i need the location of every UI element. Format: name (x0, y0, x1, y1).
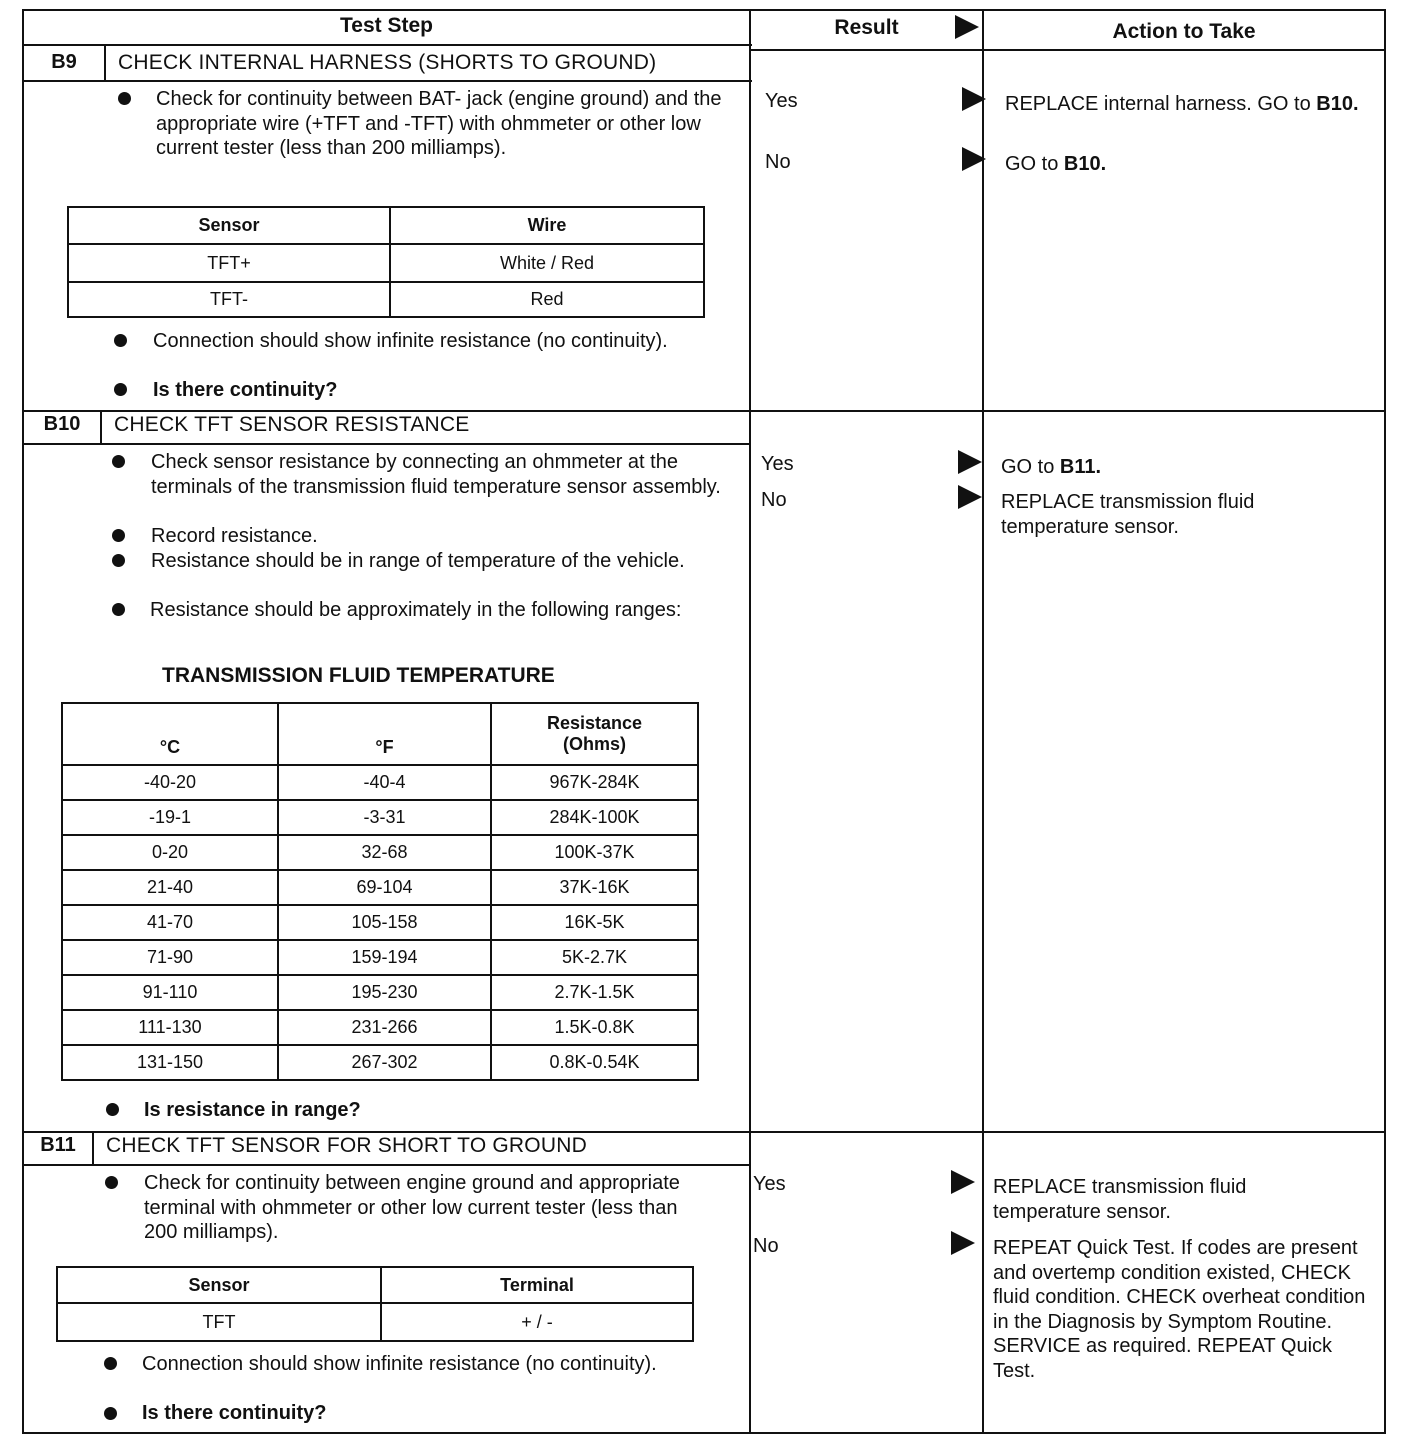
table-cell: 284K-100K (491, 800, 698, 835)
action-text (1005, 152, 1375, 177)
step-question: Is there continuity? (142, 1402, 327, 1424)
table-cell: TFT+ (68, 244, 390, 282)
result-no-label: No (761, 489, 787, 511)
table-cell: 0-20 (62, 835, 278, 870)
bullet-icon (112, 455, 125, 468)
instruction-text: Connection should show infinite resistance (no continuity). (142, 1353, 657, 1375)
table-cell: TFT (57, 1303, 381, 1341)
table-cell: + / - (381, 1303, 693, 1341)
table-header-cell: °F (278, 703, 491, 765)
step-question: Is resistance in range? (144, 1099, 361, 1121)
table-cell: -40-20 (62, 765, 278, 800)
divider-result-column (749, 9, 751, 1434)
step-title-rule (22, 443, 750, 445)
step-title: CHECK TFT SENSOR FOR SHORT TO GROUND (106, 1134, 587, 1157)
action-step-ref: B10. (1316, 93, 1359, 115)
table-cell: White / Red (390, 244, 704, 282)
result-no-label: No (753, 1235, 779, 1257)
table-cell: 21-40 (62, 870, 278, 905)
table-cell: 32-68 (278, 835, 491, 870)
table-cell: 131-150 (62, 1045, 278, 1080)
table-cell: 195-230 (278, 975, 491, 1010)
result-no-label: No (765, 151, 791, 173)
sensor-terminal-table (56, 1266, 694, 1342)
table-cell: 41-70 (62, 905, 278, 940)
bullet-icon (114, 383, 127, 396)
table-cell: 267-302 (278, 1045, 491, 1080)
action-text-part: GO to (1001, 456, 1060, 478)
bullet-icon (112, 529, 125, 542)
step-id: B9 (51, 51, 77, 73)
result-arrow-icon (962, 87, 986, 111)
table-header-cell: Sensor (68, 207, 390, 244)
instruction-text: Check for continuity between engine ground and appropriate terminal with ohmmeter or other low current tester (less than 200 milliamps). (144, 1172, 680, 1243)
action-text (1005, 92, 1375, 117)
table-cell: -19-1 (62, 800, 278, 835)
bullet-icon (106, 1103, 119, 1116)
step-title: CHECK INTERNAL HARNESS (SHORTS TO GROUND) (118, 51, 657, 74)
divider-action-column (982, 9, 984, 1434)
table-cell: 159-194 (278, 940, 491, 975)
bullet-icon (112, 554, 125, 567)
action-text-part: REPLACE internal harness. GO to (1005, 93, 1317, 115)
header-bottom-rule (22, 44, 752, 46)
step-question: Is there continuity? (153, 379, 338, 401)
table-cell: 105-158 (278, 905, 491, 940)
instruction-text: Resistance should be approximately in the following ranges: (150, 599, 682, 621)
table-cell: 16K-5K (491, 905, 698, 940)
table-cell: Red (390, 282, 704, 317)
step-title-rule (22, 80, 752, 82)
table-cell: 2.7K-1.5K (491, 975, 698, 1010)
step-id-divider (104, 44, 106, 81)
header-arrow-icon (955, 15, 979, 39)
action-text: REPLACE transmission fluid temperature sensor. (993, 1176, 1247, 1223)
instruction-text: Check for continuity between BAT- jack (engine ground) and the appropriate wire (+TFT and -TFT) with ohmmeter or other low current tester (less than 200 milliamps). (156, 88, 722, 159)
table-cell: 69-104 (278, 870, 491, 905)
table-cell: TFT- (68, 282, 390, 317)
bullet-icon (114, 334, 127, 347)
instruction-text: Check sensor resistance by connecting an ohmmeter at the terminals of the transmission fluid temperature sensor assembly. (151, 451, 721, 498)
result-yes-label: Yes (753, 1173, 786, 1195)
table-cell: -3-31 (278, 800, 491, 835)
table-cell: -40-4 (278, 765, 491, 800)
instruction-text: Record resistance. (151, 525, 318, 547)
table-cell: 231-266 (278, 1010, 491, 1045)
section-divider (22, 410, 1386, 412)
instruction-text: Resistance should be in range of temperature of the vehicle. (151, 550, 685, 572)
table-cell: 91-110 (62, 975, 278, 1010)
table-header-cell: Resistance (Ohms) (491, 703, 698, 765)
step-title-rule (22, 1164, 750, 1166)
result-arrow-icon (958, 450, 982, 474)
action-text-part: GO to (1005, 153, 1064, 175)
table-cell: 967K-284K (491, 765, 698, 800)
action-text: REPEAT Quick Test. If codes are present and overtemp condition existed, CHECK fluid condition. CHECK overheat condition in the Diagnosis by Symptom Routine. SERVICE as required. REPEAT Quick Test. (993, 1237, 1366, 1382)
result-yes-label: Yes (765, 90, 798, 112)
step-id-divider (100, 410, 102, 444)
header-bottom-rule-right (751, 49, 1386, 51)
step-title: CHECK TFT SENSOR RESISTANCE (114, 413, 470, 436)
table-cell: 100K-37K (491, 835, 698, 870)
bullet-icon (118, 92, 131, 105)
action-step-ref: B11. (1059, 456, 1102, 478)
bullet-icon (104, 1407, 117, 1420)
bullet-icon (112, 603, 125, 616)
step-id: B11 (40, 1134, 76, 1156)
action-text: REPLACE transmission fluid temperature sensor. (1001, 491, 1255, 538)
result-arrow-icon (951, 1170, 975, 1194)
instruction-text: Connection should show infinite resistance (no continuity). (153, 330, 668, 352)
table-cell: 71-90 (62, 940, 278, 975)
header-test-step: Test Step (340, 14, 433, 37)
table-cell: 111-130 (62, 1010, 278, 1045)
result-arrow-icon (962, 147, 986, 171)
table-cell: 1.5K-0.8K (491, 1010, 698, 1045)
header-action: Action to Take (1112, 20, 1256, 43)
bullet-icon (104, 1357, 117, 1370)
header-result: Result (834, 16, 899, 39)
resistance-table (61, 702, 699, 1081)
table-cell: 5K-2.7K (491, 940, 698, 975)
table-cell: 37K-16K (491, 870, 698, 905)
table-header-cell: °C (62, 703, 278, 765)
table-header-cell: Terminal (381, 1267, 693, 1303)
result-arrow-icon (958, 485, 982, 509)
table-cell: 0.8K-0.54K (491, 1045, 698, 1080)
step-id-divider (92, 1131, 94, 1165)
section-divider (22, 1131, 1386, 1133)
result-yes-label: Yes (761, 453, 794, 475)
result-arrow-icon (951, 1231, 975, 1255)
table-header-cell: Wire (390, 207, 704, 244)
bullet-icon (105, 1176, 118, 1189)
step-id: B10 (43, 413, 81, 435)
table-title: TRANSMISSION FLUID TEMPERATURE (162, 664, 555, 687)
table-header-cell: Sensor (57, 1267, 381, 1303)
action-text (1001, 455, 1371, 480)
action-step-ref: B10. (1063, 153, 1107, 175)
sensor-wire-table (67, 206, 705, 318)
